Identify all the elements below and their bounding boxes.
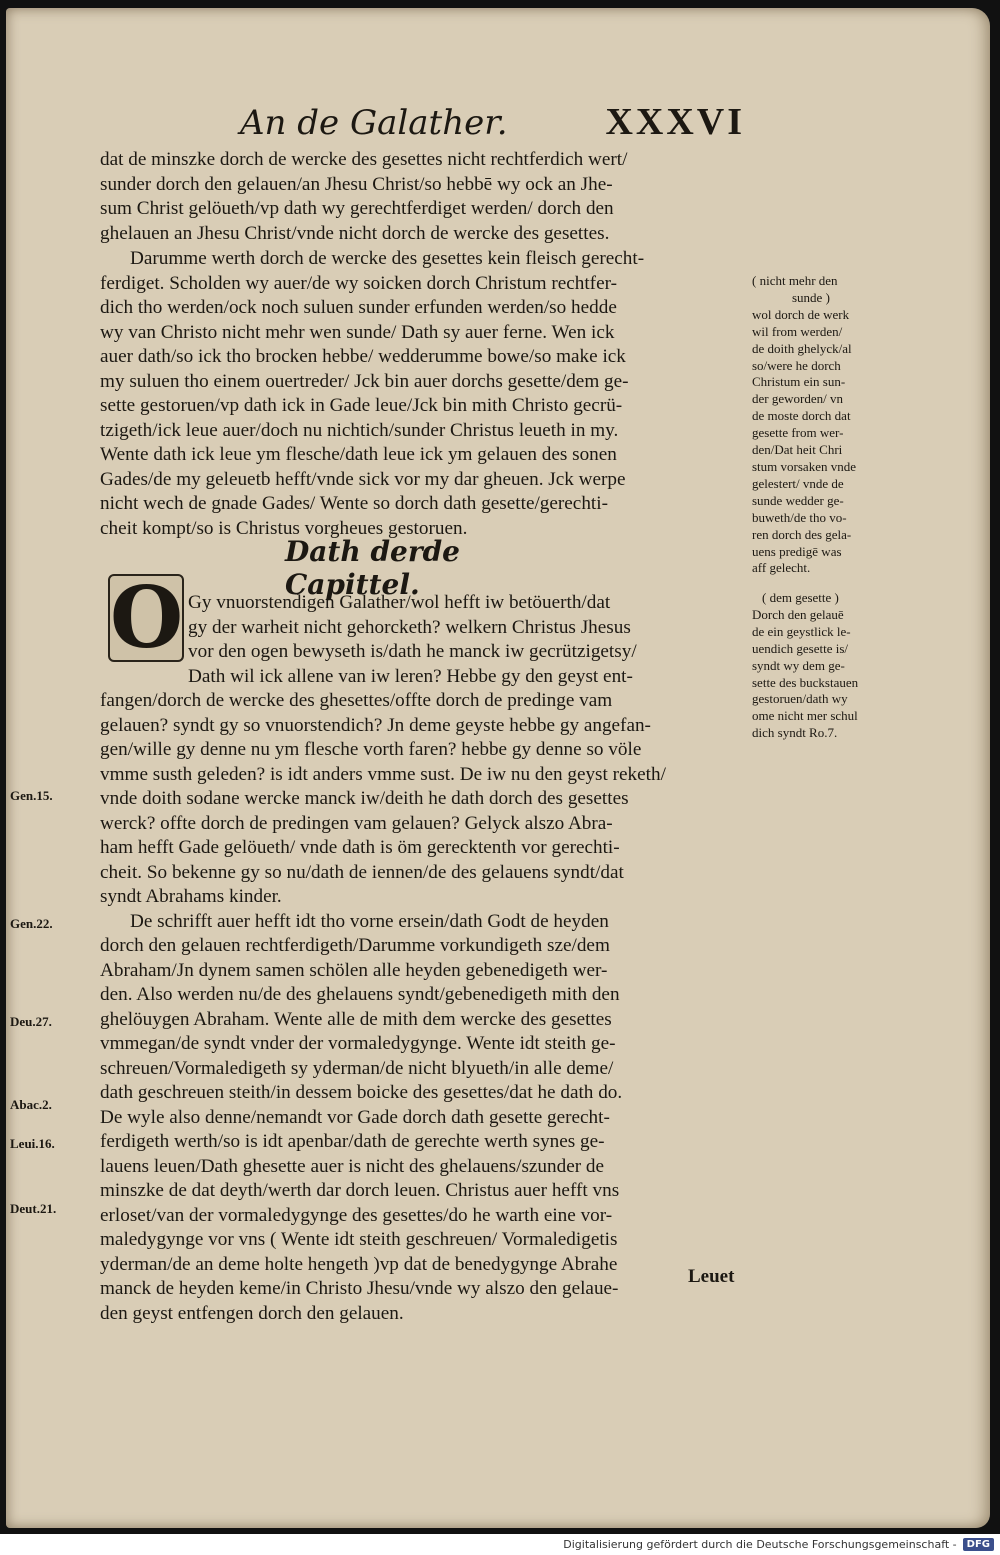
text-line: ferdiget. Scholden wy auer/de wy soicken dorch Christum rechtfer- — [100, 272, 617, 294]
text-line: erloset/van der vormaledygynge des gesettes/do he warth eine vor- — [100, 1204, 613, 1226]
note-line: gesette from wer- — [752, 425, 844, 441]
note-line: so/were he dorch — [752, 357, 841, 373]
note-line: sunde ) — [792, 289, 830, 305]
text-line: nicht wech de gnade Gades/ Wente so dorch dath gesette/gerechti- — [100, 493, 608, 514]
text-line: cheit. So bekenne gy so nu/dath de iennen/de des gelauens syndt/dat — [100, 861, 624, 883]
marginal-note-2 — [752, 590, 902, 742]
text-line: vmme susth geleden? is idt anders vmme sust. De iw nu den geyst reketh/ — [100, 763, 666, 785]
note-line: uendich gesette is/ — [752, 640, 849, 656]
text-line: vor den ogen bewyseth is/dath he manck iw gecrützigetsy/ — [188, 641, 637, 662]
catchword: Leuet — [688, 1266, 735, 1287]
text-line: gelauen? syndt gy so vnuorstendich? Jn deme geyste hebbe gy angefan- — [100, 714, 651, 736]
note-line: Dorch den gelauē — [752, 606, 844, 622]
text-line: Gy vnuorstendigen Galather/wol hefft iw betöuerth/dat — [188, 592, 611, 613]
text-line: Wente dath ick leue ym flesche/dath leue ick ym gelauen des sonen — [100, 444, 617, 465]
note-line: buweth/de tho vo- — [752, 509, 847, 525]
text-line: minszke de dat deyth/werth dar dorch leuen. Christus auer hefft vns — [100, 1180, 620, 1201]
note-line: de ein geystlick le- — [752, 623, 851, 639]
text-line: dich tho werden/ock noch suluen sunder erfunden werden/so hedde — [100, 297, 617, 318]
note-line: sunde wedder ge- — [752, 492, 844, 508]
text-line: sum Christ gelöueth/vp dath wy gerechtferdiget werden/ dorch den — [100, 198, 614, 219]
margin-reference: Abac.2. — [10, 1097, 52, 1112]
note-line: ( dem gesette ) — [762, 590, 839, 605]
note-line: dich syndt Ro.7. — [752, 725, 838, 741]
margin-reference: Gen.15. — [10, 788, 53, 803]
text-line: Dath wil ick allene van iw leren? Hebbe gy den geyst ent- — [188, 665, 633, 687]
text-line: lauens leuen/Dath ghesette auer is nicht des ghelauens/szunder de — [100, 1155, 605, 1177]
note-line: de moste dorch dat — [752, 408, 851, 424]
text-line: manck de heyden keme/in Christo Jhesu/vnde wy alszo den gelaue- — [100, 1278, 619, 1299]
text-line: De wyle also denne/nemandt vor Gade dorch dath gesette gerecht- — [100, 1106, 610, 1128]
text-line: Abraham/Jn dynem samen schölen alle heyden gebenedigeth wer- — [100, 959, 608, 981]
note-line: Christum ein sun- — [752, 374, 846, 390]
margin-reference: Leui.16. — [10, 1136, 55, 1151]
text-line: werck? offte dorch de predingen vam gelauen? Gelyck alszo Abra- — [100, 812, 613, 834]
folio-number: XXXVI — [605, 101, 745, 143]
funding-notice: Digitalisierung gefördert durch die Deutsche Forschungsgemeinschaft - — [563, 1538, 957, 1551]
text-line: Darumme werth dorch de wercke des gesettes kein fleisch gerecht- — [130, 248, 645, 269]
footer-bar — [0, 1534, 1000, 1555]
text-block-top — [100, 148, 750, 246]
note-line: syndt wy dem ge- — [752, 657, 845, 673]
note-line: der geworden/ vn — [752, 391, 843, 407]
text-line: den geyst entfengen dorch den gelauen. — [100, 1302, 404, 1324]
note-line: de doith ghelyck/al — [752, 340, 852, 356]
text-block-paragraph — [100, 247, 748, 541]
marginal-note-1 — [752, 273, 902, 577]
text-line: schreuen/Vormaledigeth sy yderman/de nicht blyueth/in alle deme/ — [100, 1057, 614, 1079]
text-line: gen/wille gy denne nu ym flesche vorth faren? hebbe gy denne so völe — [100, 739, 642, 760]
text-line: dat de minszke dorch de wercke des gesettes nicht rechtferdich wert/ — [100, 149, 628, 170]
text-line: gy der warheit nicht gehorcketh? welkern Christus Jhesus — [188, 616, 631, 638]
note-line: stum vorsaken vnde — [752, 458, 856, 474]
note-line: sette des buckstauen — [752, 674, 859, 690]
note-line: gestoruen/dath wy — [752, 691, 848, 707]
note-line: den/Dat heit Chri — [752, 442, 843, 458]
note-line: aff gelecht. — [752, 560, 811, 576]
text-line: ghelöuygen Abraham. Wente alle de mith dem wercke des gesettes — [100, 1008, 612, 1030]
margin-reference: Gen.22. — [10, 916, 53, 931]
text-line: cheit kompt/so is Christus vorgheues gestoruen. — [100, 517, 468, 539]
note-line: wil from werden/ — [752, 323, 843, 339]
text-line: sette gestoruen/vp dath ick in Gade leue/Jck bin mith Christo gecrü- — [100, 395, 623, 416]
text-line: tzigeth/ick leue auer/doch nu nichtich/sunder Christus leueth in my. — [100, 419, 619, 441]
text-line: dath geschreuen steith/in dessem boicke des gesettes/dat he dath do. — [100, 1082, 623, 1103]
text-block-chapter — [100, 591, 760, 1326]
text-line: ferdigeth werth/so is idt apenbar/dath de gerechte werth synes ge- — [100, 1131, 605, 1152]
note-line: gelestert/ vnde de — [752, 475, 844, 491]
note-line: uens predigē was — [752, 543, 842, 559]
text-line: sunder dorch den gelauen/an Jhesu Christ/so hebbē wy ock an Jhe- — [100, 173, 613, 195]
margin-reference: Deut.21. — [10, 1201, 57, 1216]
text-line: auer dath/so ick tho brocken hebbe/ wedderumme bowe/so make ick — [100, 346, 626, 367]
note-line: ome nicht mer schul — [752, 708, 858, 724]
text-line: Gades/de my geleuetb hefft/vnde sick vor my dar gheuen. Jck werpe — [100, 468, 626, 490]
note-line: ( nicht mehr den — [752, 273, 838, 288]
note-line: wol dorch de werk — [752, 306, 850, 322]
running-title: An de Galather. — [240, 103, 508, 143]
note-line: ren dorch des gela- — [752, 526, 852, 542]
text-line: syndt Abrahams kinder. — [100, 886, 282, 907]
drop-cap-initial: O — [110, 568, 184, 667]
dfg-logo: DFG — [963, 1538, 994, 1551]
text-line: wy van Christo nicht mehr wen sunde/ Dath sy auer ferne. Wen ick — [100, 321, 615, 343]
text-line: De schrifft auer hefft idt tho vorne ersein/dath Godt de heyden — [130, 910, 609, 932]
chapter-heading: Dath derde Capittel. — [285, 535, 460, 601]
text-line: dorch den gelauen rechtferdigeth/Darumme vorkundigeth sze/dem — [100, 935, 610, 956]
page-header — [240, 100, 745, 142]
margin-reference: Deu.27. — [10, 1014, 52, 1029]
text-line: vmmegan/de syndt vnder der vormaledygynge. Wente idt steith ge- — [100, 1033, 616, 1054]
text-line: maledygynge vor vns ( Wente idt steith geschreuen/ Vormaledigetis — [100, 1229, 618, 1250]
text-line: fangen/dorch de wercke des ghesettes/offte dorch de predinge vam — [100, 690, 613, 711]
text-line: den. Also werden nu/de des ghelauens syndt/gebenedigeth mith den — [100, 984, 620, 1005]
text-line: vnde doith sodane wercke manck iw/deith he dath dorch des gesettes — [100, 788, 629, 809]
text-line: yderman/de an deme holte hengeth )vp dat de benedygynge Abrahe — [100, 1253, 618, 1275]
text-line: ghelauen an Jhesu Christ/vnde nicht dorch de wercke des gesettes. — [100, 222, 610, 244]
text-line: ham hefft Gade gelöueth/ vnde dath is öm gerecktenth vor gerechti- — [100, 837, 620, 858]
text-line: my suluen tho einem ouertreder/ Jck bin auer dorchs gesette/dem ge- — [100, 370, 629, 392]
